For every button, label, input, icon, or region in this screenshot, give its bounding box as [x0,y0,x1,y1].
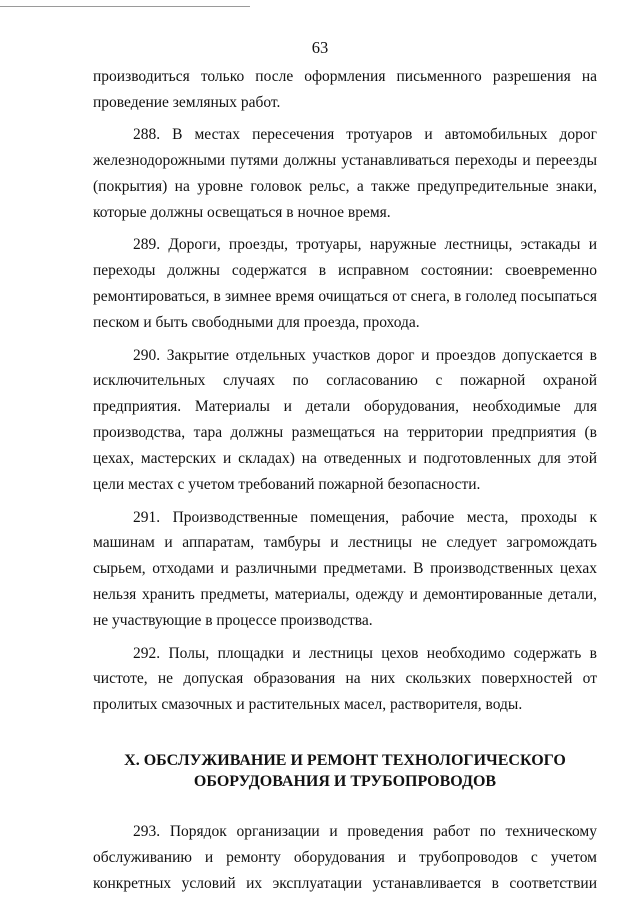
paragraph-291: 291. Производственные помещения, рабочие места, проходы к машинам и аппаратам, тамбуры и лестницы не следует загромождать сырьем, отходами и различными предметами. В производственных цехах нельзя хранить предметы, материалы, одежду и демонтированные детали, не участвующие в процессе производства. [93,508,597,630]
paragraph-292: 292. Полы, площадки и лестницы цехов необходимо содержать в чистоте, не допуская образования на них скользких поверхностей от пролитых смазочных и растительных масел, растворителя, воды. [93,644,597,714]
section-heading-line-2: ОБОРУДОВАНИЯ И ТРУБОПРОВОДОВ [193,773,497,791]
document-body [93,64,597,897]
paragraph-288: 288. В местах пересечения тротуаров и автомобильных дорог железнодорожными путями должны устанавливаться переходы и переезды (покрытия) на уровне головок рельс, а также предупредительные знаки, которые должны освещаться в ночное время. [93,126,597,222]
top-scan-line [0,6,250,7]
page-number: 63 [311,38,329,57]
section-heading-line-1: X. ОБСЛУЖИВАНИЕ И РЕМОНТ ТЕХНОЛОГИЧЕСКОГО [124,752,566,770]
paragraph-289: 289. Дороги, проезды, тротуары, наружные лестницы, эстакады и переходы должны содержатся в исправном состоянии: своевременно ремонтироваться, в зимнее время очищаться от снега, в гололед посыпаться песком и быть свободными для проезда, прохода. [93,236,597,332]
paragraph-290: 290. Закрытие отдельных участков дорог и проездов допускается в исключительных случаях по согласованию с пожарной охраной предприятия. Материалы и детали оборудования, необходимые для производства, тара должны размещаться на территории предприятия (в цехах, мастерских и складах) на отведенных и подготовленных для этой цели местах с учетом требований пожарной безопасности. [93,346,597,494]
paragraph-continuation: производиться только после оформления письменного разрешения на проведение земляных работ. [93,68,597,111]
section-heading [93,750,597,792]
paragraph-293: 293. Порядок организации и проведения работ по техническому обслуживанию и ремонту оборудования и трубопроводов с учетом конкретных условий их эксплуатации устанавливается в соответствии [93,823,597,893]
